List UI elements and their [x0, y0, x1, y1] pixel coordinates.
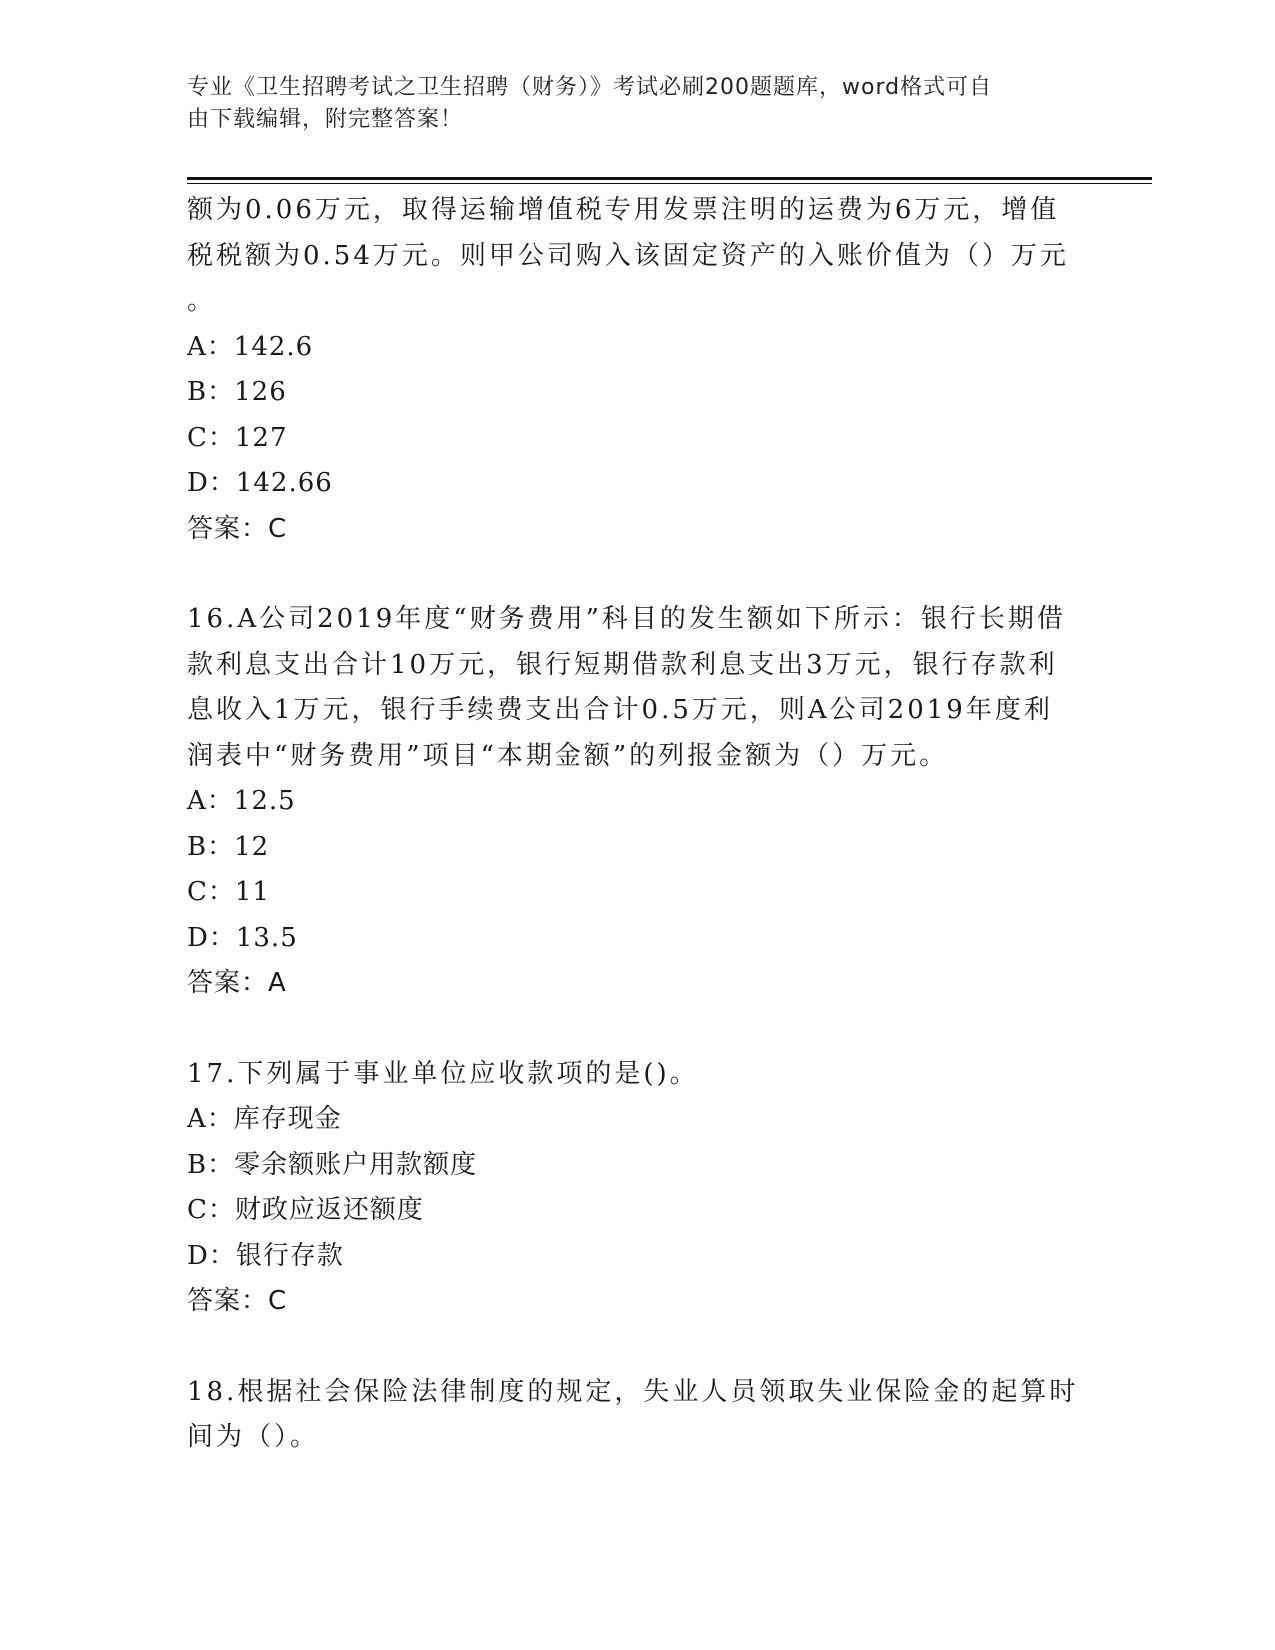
- option-b: B：12: [187, 831, 270, 862]
- option-b: B：126: [187, 377, 287, 407]
- question-text-line: 额为0.06万元，取得运输增值税专用发票注明的运费为6万元，增值: [187, 195, 1060, 225]
- question-text-line: 款利息支出合计10万元，银行短期借款利息支出3万元，银行存款利: [187, 649, 1058, 680]
- question-text-line: 17.下列属于事业单位应收款项的是()。: [187, 1058, 699, 1089]
- header-line-2: 由下载编辑，附完整答案！: [187, 107, 464, 132]
- question-text-line: 润表中“财务费用”项目“本期金额”的列报金额为（）万元。: [187, 740, 949, 771]
- option-a: A：库存现金: [187, 1104, 342, 1134]
- option-c: C：11: [187, 877, 270, 907]
- answer-line: 答案：C: [187, 513, 288, 544]
- option-c: C：财政应返还额度: [187, 1195, 424, 1225]
- question-text-line: 税税额为0.54万元。则甲公司购入该固定资产的入账价值为（）万元: [187, 240, 1069, 271]
- question-block-18: [187, 1370, 1087, 1461]
- option-d: D：银行存款: [187, 1240, 344, 1271]
- question-text-line: 。: [187, 286, 217, 316]
- header-line-1: 专业《卫生招聘考试之卫生招聘（财务）》考试必刷200题题库，word格式可自: [187, 75, 993, 100]
- option-c: C：127: [187, 422, 288, 453]
- answer-line: 答案：A: [187, 968, 287, 998]
- option-d: D：13.5: [187, 922, 298, 953]
- header-rule-thick: [187, 177, 1152, 180]
- question-text-line: 16.A公司2019年度“财务费用”科目的发生额如下所示：银行长期借: [187, 604, 1066, 634]
- question-text-line: 间为（）。: [187, 1422, 320, 1452]
- question-block-15: [187, 188, 1087, 552]
- option-b: B：零余额账户用款额度: [187, 1149, 478, 1180]
- question-text-line: 息收入1万元，银行手续费支出合计0.5万元，则A公司2019年度利: [187, 695, 1053, 725]
- question-list: [187, 188, 1087, 1461]
- question-block-16: [187, 597, 1087, 1007]
- document-header: [187, 72, 1067, 136]
- option-a: A：142.6: [187, 331, 314, 362]
- answer-line: 答案：C: [187, 1286, 288, 1316]
- option-d: D：142.66: [187, 468, 333, 498]
- question-block-17: [187, 1052, 1087, 1325]
- option-a: A：12.5: [187, 786, 296, 816]
- header-rule-thin: [187, 183, 1152, 184]
- question-text-line: 18.根据社会保险法律制度的规定，失业人员领取失业保险金的起算时: [187, 1376, 1079, 1407]
